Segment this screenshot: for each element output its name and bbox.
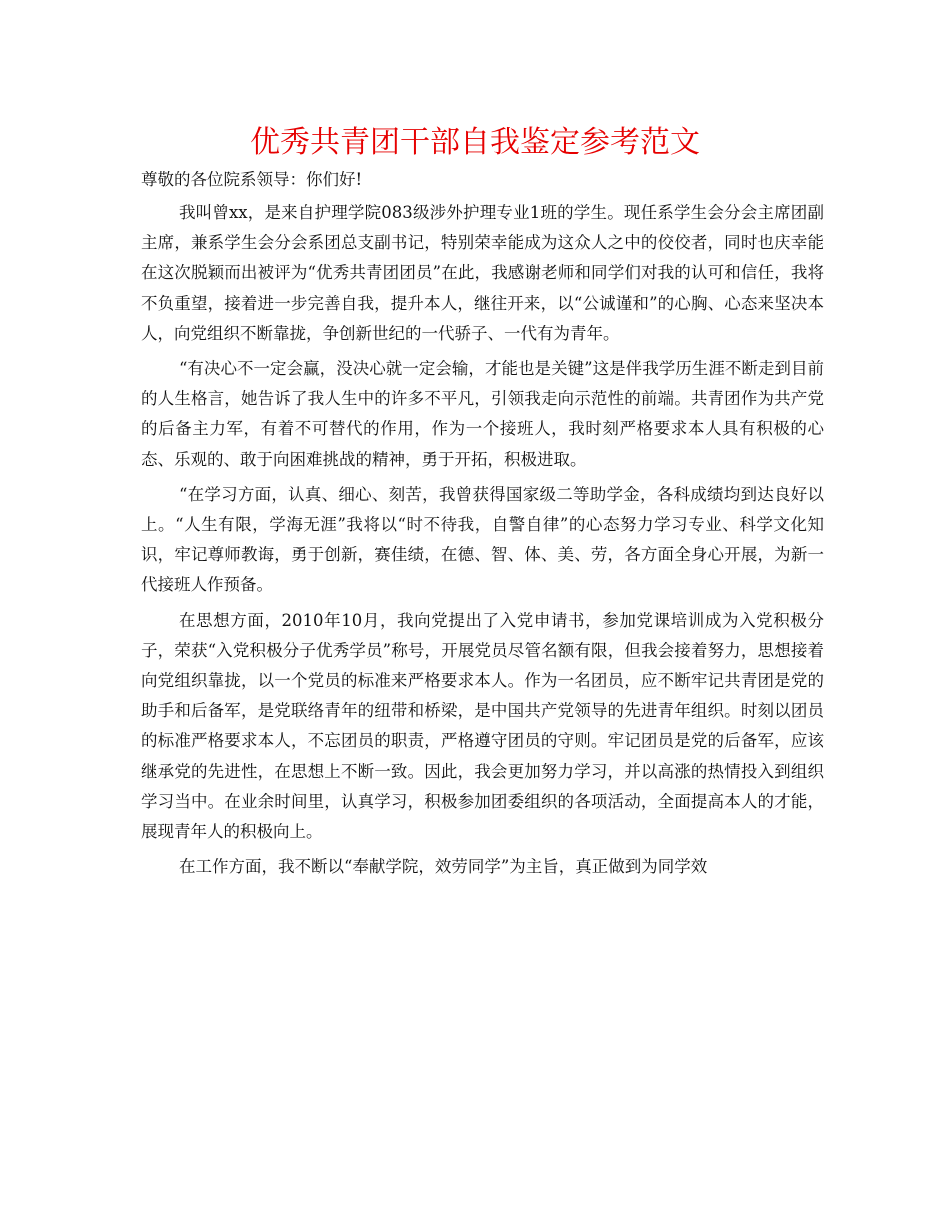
paragraph-work: 在工作方面，我不断以“奉献学院，效劳同学”为主旨，真正做到为同学效 — [178, 857, 708, 877]
greeting-line: 尊敬的各位院系领导：你们好! — [141, 170, 363, 189]
paragraph-ideology: 在思想方面，2010年10月，我向党提出了入党申请书，参加党课培训成为入党积极分子，荣获“入党积极分子优秀学员”称号，开展党员尽管名额有限，但我会接着努力，思想接着向党组织靠拢，以一个党员的标准来严格要求本人。作为一名团员，应不断牢记共青团是党的助手和后备军，是党联络青年的纽带和桥梁，是中国共产党领导的先进青年组织。时刻以团员的标准严格要求本人，不忘团员的职责，严格遵守团员的守则。牢记团员是党的后备军，应该继承党的先进性，在思想上不断一致。因此，我会更加努力学习，并以高涨的热情投入到组织学习当中。在业余时间里，认真学习，积极参加团委组织的各项活动，全面提高本人的才能，展现青年人的积极向上。 — [141, 610, 824, 842]
document-body — [141, 198, 824, 887]
paragraph-motto: “有决心不一定会赢，没决心就一定会输，才能也是关键”这是伴我学历生涯不断走到目前的人生格言，她告诉了我人生中的许多不平凡，引领我走向示范性的前端。共青团作为共产党的后备主力军，有着不可替代的作用，作为一个接班人，我时刻严格要求本人具有积极的心态、乐观的、敢于向困难挑战的精神，勇于开拓，积极进取。 — [141, 359, 824, 469]
paragraph-intro: 我叫曾xx，是来自护理学院083级涉外护理专业1班的学生。现任系学生会分会主席团副主席，兼系学生会分会系团总支副书记，特别荣幸能成为这众人之中的佼佼者，同时也庆幸能在这次脱颖而出被评为“优秀共青团团员”在此，我感谢老师和同学们对我的认可和信任，我将不负重望，接着进一步完善自我，提升本人，继往开来，以“公诚谨和”的心胸、心态来坚决本人，向党组织不断靠拢，争创新世纪的一代骄子、一代有为青年。 — [141, 203, 824, 343]
paragraph-study: “在学习方面，认真、细心、刻苦，我曾获得国家级二等助学金，各科成绩均到达良好以上。“人生有限，学海无涯”我将以“时不待我，自警自律”的心态努力学习专业、科学文化知识，牢记尊师教诲，勇于创新，赛佳绩，在德、智、体、美、劳，各方面全身心开展，为新一代接班人作预备。 — [141, 484, 824, 595]
document-title: 优秀共青团干部自我鉴定参考范文 — [250, 125, 700, 160]
